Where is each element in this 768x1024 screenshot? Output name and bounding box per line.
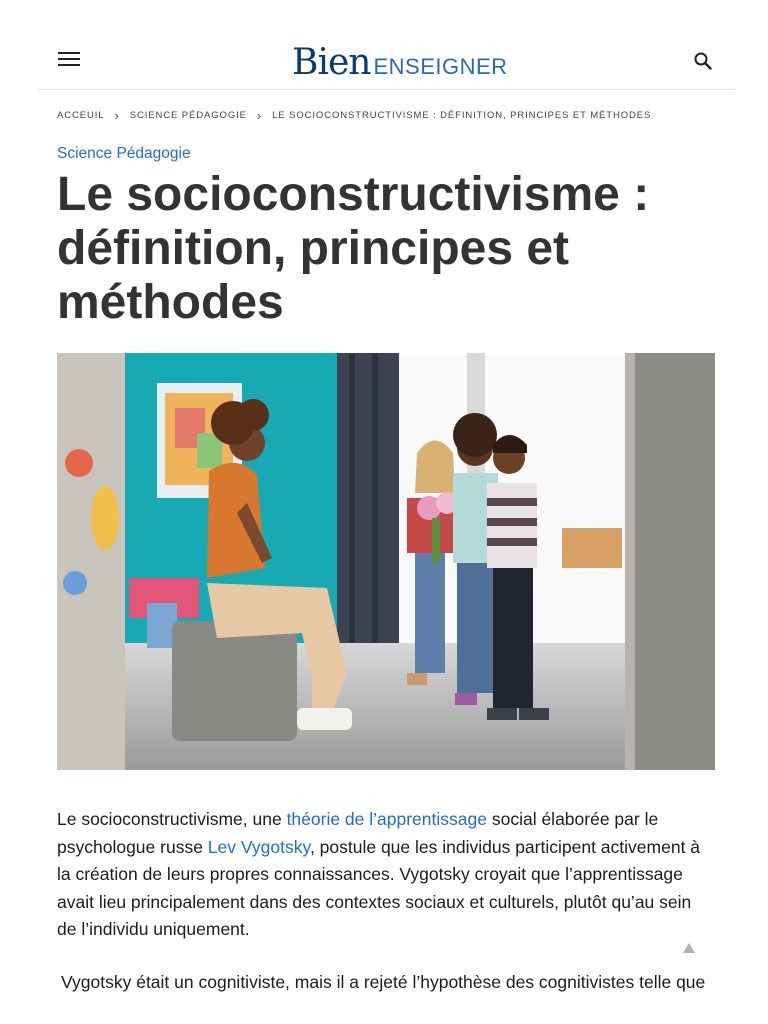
paragraph-text: Le socioconstructivisme, une xyxy=(57,809,287,829)
breadcrumb-category[interactable]: SCIENCE PÉDAGOGIE xyxy=(129,110,247,121)
breadcrumb-current: LE SOCIOCONSTRUCTIVISME : DÉFINITION, PRINCIPES ET MÉTHODES xyxy=(272,110,652,121)
triangle-up-icon[interactable] xyxy=(682,941,696,955)
link-lev-vygotsky[interactable]: Lev Vygotsky xyxy=(207,836,310,857)
article-body xyxy=(57,806,715,1021)
article-paragraph xyxy=(57,806,715,944)
chevron-right-icon: › xyxy=(256,107,263,123)
category-link[interactable]: Science Pédagogie xyxy=(57,145,191,162)
article-paragraph: Vygotsky était un cognitiviste, mais il a rejeté l’hypothèse des cognitivistes telle que xyxy=(61,971,706,992)
article-title: Le socioconstructivisme : définition, principes et méthodes xyxy=(57,168,650,329)
site-header xyxy=(38,30,734,90)
link-theorie-apprentissage[interactable]: théorie de l’apprentissage xyxy=(286,809,487,829)
hero-illustration xyxy=(57,353,715,770)
hero-image xyxy=(57,353,715,770)
paragraph-text: social élaborée par le psychologue russe xyxy=(57,809,659,857)
chevron-right-icon: › xyxy=(114,107,120,123)
logo-main-text: Bien xyxy=(292,42,371,83)
breadcrumb xyxy=(57,107,652,123)
breadcrumb-home[interactable]: ACCEUIL xyxy=(57,110,105,121)
logo-sub-text: ENSEIGNER xyxy=(373,54,508,79)
menu-icon[interactable] xyxy=(58,52,80,70)
search-icon[interactable] xyxy=(693,51,713,71)
site-logo[interactable] xyxy=(292,42,508,83)
paragraph-text: , postule que les individus participent activement à la création de leurs propres connaissances. Vygotsky croyait que l’apprentissage avait lieu principalement dans des contextes sociaux et culturels, plutôt qu’au sein de l’individu uniquement. xyxy=(57,836,701,939)
